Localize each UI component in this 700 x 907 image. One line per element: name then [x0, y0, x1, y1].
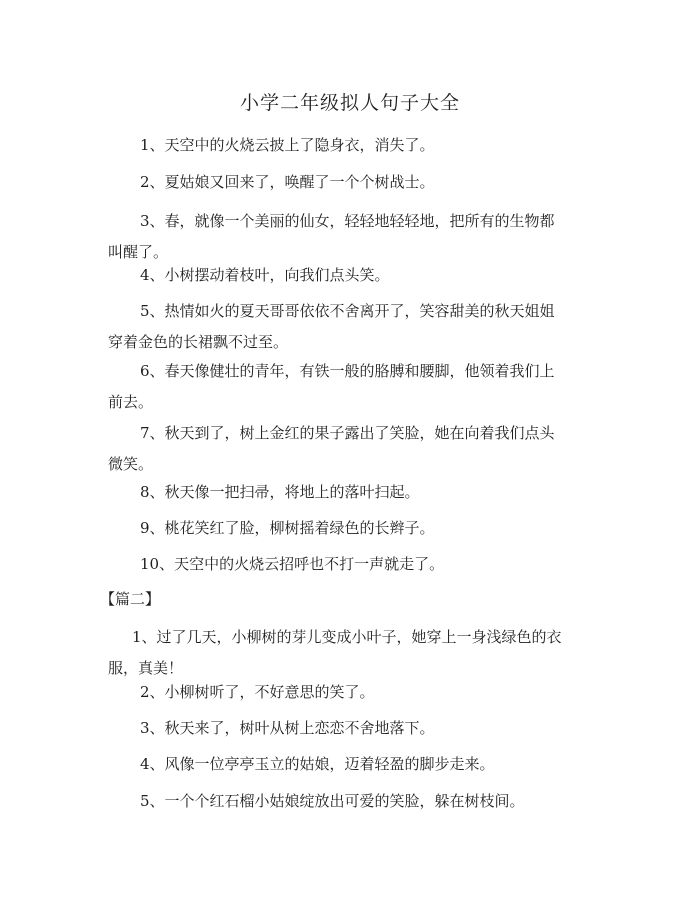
sentence-3: [108, 206, 568, 268]
sentence-text: 风像一位亭亭玉立的姑娘，迈着轻盈的脚步走来。: [164, 755, 495, 773]
section-heading: 【篇二】: [100, 590, 161, 608]
sentence-9: [108, 513, 568, 544]
sentence-text: 秋天来了，树叶从树上恋恋不舍地落下。: [164, 719, 435, 737]
sentence-number: 2、: [140, 683, 165, 701]
sentence-text: 秋天像一把扫帚，将地上的落叶扫起。: [164, 483, 420, 501]
sentence-7: [108, 418, 568, 480]
sentence-10: [108, 549, 568, 580]
sentence-number: 6、: [140, 362, 165, 380]
sentence-number: 10、: [140, 555, 175, 573]
sentence-number: 1、: [132, 628, 157, 646]
sentence-2-2: [108, 677, 568, 708]
sentence-text: 过了几天，小柳树的芽儿变成小叶子，她穿上一身浅绿色的衣服，真美！: [108, 628, 562, 677]
sentence-text: 小树摆动着枝叶，向我们点头笑。: [164, 266, 390, 284]
sentence-2-3: [108, 713, 568, 744]
sentence-number: 5、: [140, 302, 165, 320]
sentence-text: 秋天到了，树上金红的果子露出了笑脸，她在向着我们点头微笑。: [108, 424, 555, 473]
sentence-number: 4、: [140, 266, 165, 284]
sentence-text: 春天像健壮的青年，有铁一般的胳膊和腰脚，他领着我们上前去。: [108, 362, 555, 411]
sentence-2-5: [108, 786, 568, 817]
sentence-number: 5、: [140, 792, 165, 810]
sentence-text: 春，就像一个美丽的仙女，轻轻地轻轻地，把所有的生物都叫醒了。: [108, 212, 555, 261]
sentence-number: 8、: [140, 483, 165, 501]
sentence-text: 天空中的火烧云披上了隐身衣，消失了。: [164, 136, 435, 154]
document-title: 小学二年级拟人句子大全: [239, 92, 460, 114]
sentence-text: 热情如火的夏天哥哥依依不舍离开了，笑容甜美的秋天姐姐穿着金色的长裙飘不过至。: [108, 302, 555, 351]
sentence-5: [108, 296, 568, 358]
sentence-number: 4、: [140, 755, 165, 773]
sentence-2-4: [108, 749, 568, 780]
sentence-text: 夏姑娘又回来了，唤醒了一个个树战士。: [164, 173, 435, 191]
sentence-number: 9、: [140, 519, 165, 537]
sentence-text: 天空中的火烧云招呼也不打一声就走了。: [174, 555, 445, 573]
sentence-number: 1、: [140, 136, 165, 154]
sentence-text: 一个个红石榴小姑娘绽放出可爱的笑脸，躲在树枝间。: [164, 792, 525, 810]
sentence-number: 2、: [140, 173, 165, 191]
sentence-number: 3、: [140, 719, 165, 737]
sentence-4: [108, 260, 568, 291]
sentence-6: [108, 356, 568, 418]
sentence-text: 桃花笑红了脸，柳树摇着绿色的长辫子。: [164, 519, 435, 537]
sentence-8: [108, 477, 568, 508]
sentence-1: [108, 130, 568, 161]
sentence-2: [108, 167, 568, 198]
sentence-text: 小柳树听了，不好意思的笑了。: [164, 683, 375, 701]
sentence-2-1: [108, 622, 568, 684]
sentence-number: 3、: [140, 212, 165, 230]
sentence-number: 7、: [140, 424, 165, 442]
